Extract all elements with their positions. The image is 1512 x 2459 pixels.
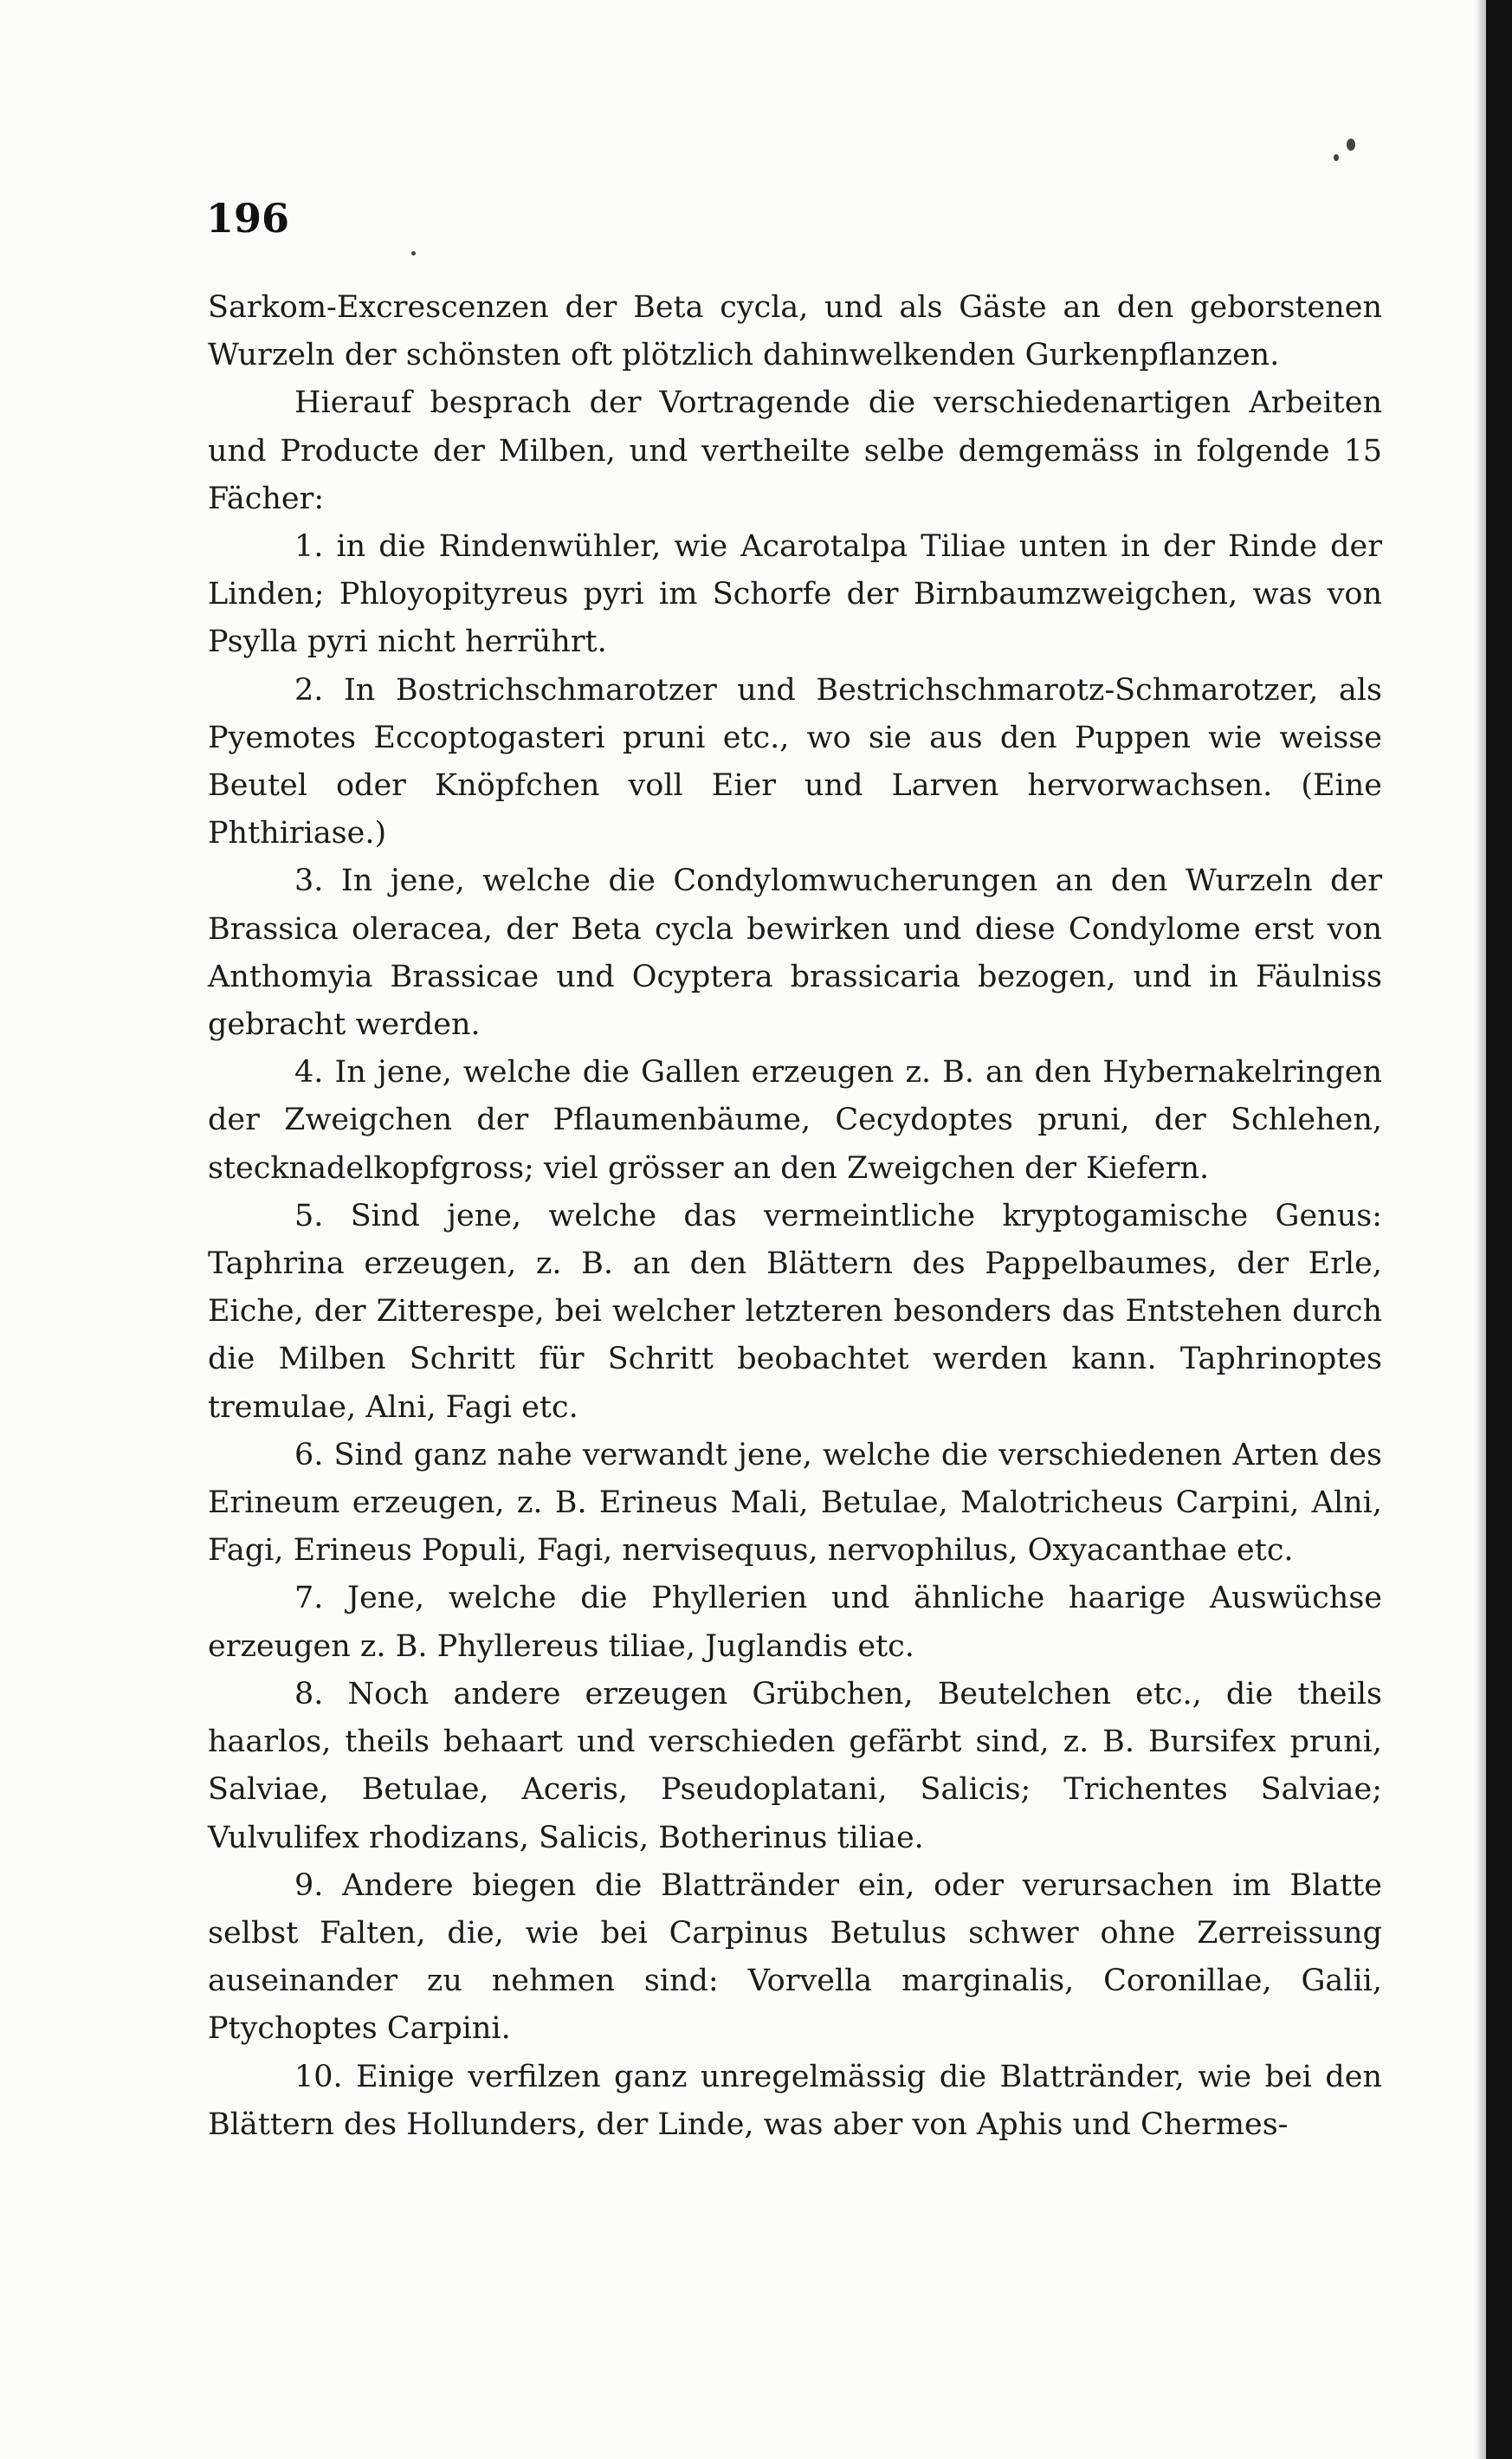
list-item-1: 1. in die Rindenwühler, wie Acarotalpa Tiliae unten in der Rinde der Linden; Phloyopityreus pyri im Schorfe der Birnbaumzweigchen, was von Psylla pyri nicht herrührt. <box>208 529 1382 660</box>
ink-speck <box>411 251 416 256</box>
list-item-3: 3. In jene, welche die Condylomwucherungen an den Wurzeln der Brassica oleracea, der Beta cycla bewirken und diese Condylome erst von Anthomyia Brassicae und Ocyptera brassicaria bezogen, und in Fäulniss gebracht werden. <box>208 864 1382 1043</box>
page-gutter-shadow <box>1476 0 1486 2459</box>
book-spine-edge <box>1486 0 1512 2459</box>
paragraph-intro: Hierauf besprach der Vortragende die verschiedenartigen Arbeiten und Producte der Milben, und vertheilte selbe demgemäss in folgende 15 Fächer: <box>208 385 1382 516</box>
list-item-5: 5. Sind jene, welche das vermeintliche kryptogamische Genus: Taphrina erzeugen, z. B. an den Blättern des Pappelbaumes, der Erle, Eiche, der Zitterespe, bei welcher letzteren besonders das Entstehen durch die Milben Schritt für Schritt beobachtet werden kann. Taphrinoptes tremulae, Alni, Fagi etc. <box>208 1198 1382 1425</box>
list-item-4: 4. In jene, welche die Gallen erzeugen z. B. an den Hybernakelringen der Zweigchen der Pflaumenbäume, Cecydoptes pruni, der Schlehen, stecknadelkopfgross; viel grösser an den Zweigchen der Kiefern. <box>208 1055 1382 1186</box>
list-item-8: 8. Noch andere erzeugen Grübchen, Beutelchen etc., die theils haarlos, theils behaart und verschieden gefärbt sind, z. B. Bursifex pruni, Salviae, Betulae, Aceris, Pseudoplatani, Salicis; Trichentes Salviae; Vulvulifex rhodizans, Salicis, Botherinus tiliae. <box>208 1676 1382 1855</box>
list-item-6: 6. Sind ganz nahe verwandt jene, welche die verschiedenen Arten des Erineum erzeugen, z. B. Erineus Mali, Betulae, Malotricheus Carpini, Alni, Fagi, Erineus Populi, Fagi, nervisequus, nervophilus, Oxyacanthae etc. <box>208 1437 1382 1569</box>
body-text <box>208 284 1382 2149</box>
list-item-9: 9. Andere biegen die Blattränder ein, oder verursachen im Blatte selbst Falten, die, wie bei Carpinus Betulus schwer ohne Zerreissung auseinander zu nehmen sind: Vorvella marginalis, Coronillae, Galii, Ptychoptes Carpini. <box>208 1867 1382 2047</box>
paragraph-continuation: Sarkom-Excrescenzen der Beta cycla, und als Gäste an den geborstenen Wurzeln der schönsten oft plötzlich dahinwelkenden Gurkenpflanzen. <box>208 290 1382 373</box>
list-item-2: 2. In Bostrichschmarotzer und Bestrichschmarotz-Schmarotzer, als Pyemotes Eccoptogasteri pruni etc., wo sie aus den Puppen wie weisse Beutel oder Knöpfchen voll Eier und Larven hervorwachsen. (Eine Phthiriase.) <box>208 672 1382 851</box>
list-item-7: 7. Jene, welche die Phyllerien und ähnliche haarige Auswüchse erzeugen z. B. Phyllereus tiliae, Juglandis etc. <box>208 1581 1382 1664</box>
page-number: 196 <box>206 195 290 242</box>
ink-speck <box>1347 139 1355 151</box>
list-item-10: 10. Einige verfilzen ganz unregelmässig die Blattränder, wie bei den Blättern des Hollunders, der Linde, was aber von Aphis und Chermes- <box>208 2059 1382 2142</box>
ink-speck <box>1334 154 1339 161</box>
